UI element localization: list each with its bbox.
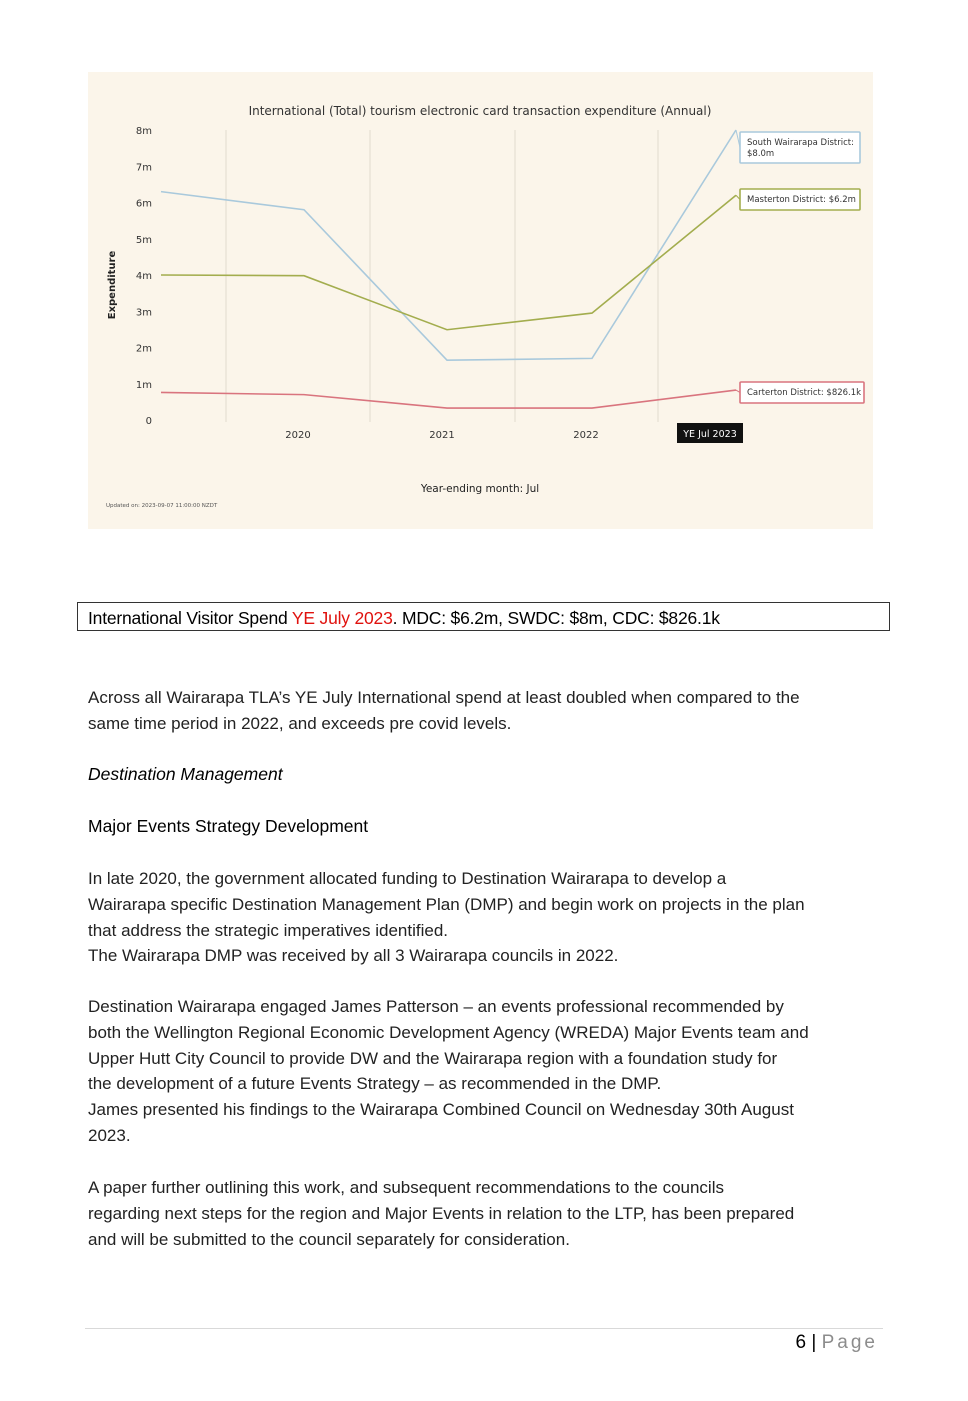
headline-suffix: . MDC: $6.2m, SWDC: $8m, CDC: $826.1k	[392, 608, 720, 628]
text-line: Wairarapa specific Destination Management Plan (DMP) and begin work on projects in the plan	[88, 894, 805, 914]
text-line: Upper Hutt City Council to provide DW and the Wairarapa region with a foundation study for	[88, 1048, 778, 1068]
x-tick-label: 2020	[285, 430, 311, 441]
callout-label: South Wairarapa District:	[747, 138, 854, 148]
text-line: both the Wellington Regional Economic Development Agency (WREDA) Major Events team and	[88, 1022, 809, 1042]
text-line: Destination Wairarapa engaged James Patterson – an events professional recommended by	[88, 997, 784, 1016]
y-tick-label: 2m	[135, 343, 152, 355]
x-axis-ticks	[285, 423, 743, 443]
y-tick-label: 6m	[135, 198, 152, 210]
headline	[88, 608, 720, 629]
y-tick-label: 3m	[135, 307, 152, 319]
y-axis-ticks	[136, 126, 152, 427]
text-line: James presented his findings to the Wairarapa Combined Council on Wednesday 30th August	[88, 1100, 794, 1120]
text-line: regarding next steps for the region and Major Events in relation to the LTP, has been prepared	[88, 1203, 795, 1223]
text-line: that address the strategic imperatives identified.	[88, 920, 449, 940]
series-line	[161, 130, 736, 360]
paragraph-paper	[88, 1175, 888, 1252]
paragraph-events-professional	[88, 994, 888, 1149]
heading-destination-management: Destination Management	[88, 764, 283, 784]
callout-label: Carterton District: $826.1k	[747, 388, 862, 398]
headline-prefix: International Visitor Spend	[88, 608, 292, 628]
page-number-value: 6	[795, 1332, 807, 1353]
text-line: A paper further outlining this work, and subsequent recommendations to the councils	[88, 1178, 724, 1197]
y-tick-label: 1m	[135, 379, 152, 391]
x-tick-label: 2022	[573, 430, 599, 441]
footer-divider	[85, 1328, 883, 1329]
series-line	[161, 390, 736, 408]
y-tick-label: 8m	[135, 126, 152, 137]
y-tick-label: 4m	[135, 271, 152, 282]
headline-box	[77, 602, 890, 631]
callout-label: Masterton District: $6.2m	[747, 195, 856, 205]
series-line	[161, 195, 736, 329]
page-number	[796, 1332, 878, 1354]
headline-highlight: YE July 2023	[291, 608, 393, 628]
page-word: Page	[821, 1332, 878, 1353]
x-axis-label: Year-ending month: Jul	[420, 483, 540, 495]
text-line: and will be submitted to the council separately for consideration.	[88, 1229, 570, 1249]
updated-note: Updated on: 2023-09-07 11:00:00 NZDT	[106, 503, 218, 509]
text-line: 2023.	[88, 1125, 131, 1145]
text-line: the development of a future Events Strategy – as recommended in the DMP.	[88, 1074, 662, 1094]
y-tick-label: 0	[145, 416, 152, 427]
text-line: In late 2020, the government allocated funding to Destination Wairarapa to develop a	[88, 869, 727, 888]
y-tick-label: 7m	[135, 162, 152, 174]
line-chart	[88, 72, 873, 529]
heading-major-events: Major Events Strategy Development	[88, 816, 369, 836]
y-axis-label: Expenditure	[107, 250, 118, 320]
chart-panel	[88, 72, 873, 529]
chart-title: International (Total) tourism electronic card transaction expenditure (Annual)	[248, 104, 712, 118]
paragraph-dmp	[88, 866, 888, 969]
text-line: The Wairarapa DMP was received by all 3 Wairarapa councils in 2022.	[88, 946, 619, 966]
page-separator: |	[806, 1332, 822, 1353]
text-line: Across all Wairarapa TLA’s YE July International spend at least doubled when compared to the	[88, 688, 800, 707]
chart-series	[161, 130, 736, 408]
y-tick-label: 5m	[135, 234, 152, 246]
text-line: same time period in 2022, and exceeds pre covid levels.	[88, 713, 512, 733]
paragraph-international-spend	[88, 685, 888, 737]
x-tick-label: 2021	[429, 430, 455, 441]
chart-callouts	[736, 130, 864, 403]
x-tick-label: YE Jul 2023	[683, 429, 737, 440]
callout-label: $8.0m	[747, 149, 775, 159]
